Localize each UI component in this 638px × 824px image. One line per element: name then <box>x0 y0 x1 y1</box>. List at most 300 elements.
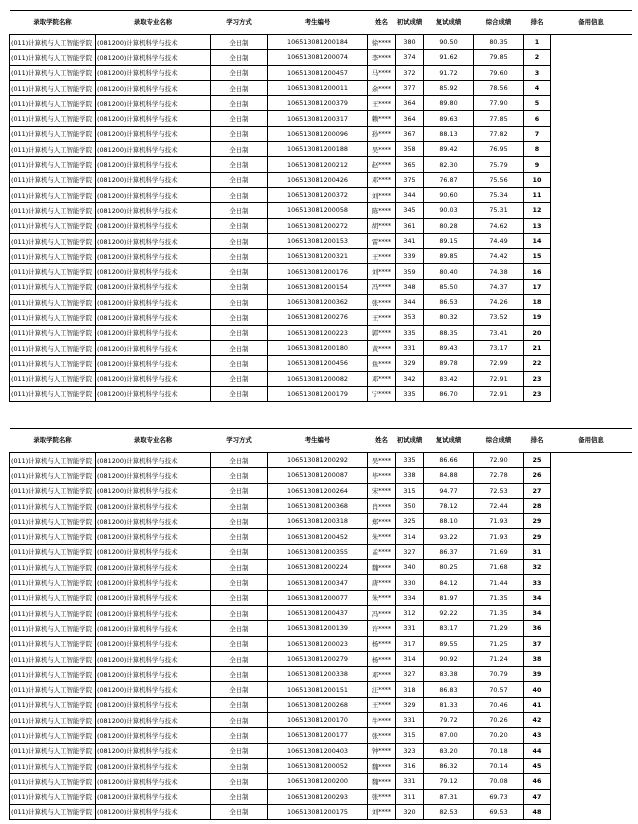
major-cell: (081200)计算机科学与技术 <box>96 264 211 279</box>
table-row <box>10 80 632 95</box>
name-cell: 吴**** <box>368 142 396 157</box>
prelim-cell: 359 <box>396 264 424 279</box>
major-cell: (081200)计算机科学与技术 <box>96 453 211 468</box>
name-cell: 钟**** <box>368 743 396 758</box>
table-header-row <box>10 429 632 453</box>
remark-cell <box>551 187 632 202</box>
remark-cell <box>551 789 632 804</box>
mode-cell: 全日制 <box>211 743 268 758</box>
exam-no-cell: 106513081200179 <box>268 386 368 401</box>
table-row <box>10 142 632 157</box>
mode-cell: 全日制 <box>211 498 268 513</box>
table-row <box>10 203 632 218</box>
total-cell: 69.73 <box>474 789 524 804</box>
remark-cell <box>551 743 632 758</box>
prelim-cell: 377 <box>396 80 424 95</box>
retest-cell: 89.80 <box>424 96 474 111</box>
mode-cell: 全日制 <box>211 697 268 712</box>
total-cell: 70.26 <box>474 713 524 728</box>
name-cell: 刘**** <box>368 187 396 202</box>
college-cell: (011)计算机与人工智能学院 <box>10 728 96 743</box>
remark-cell <box>551 651 632 666</box>
prelim-cell: 340 <box>396 560 424 575</box>
college-cell: (011)计算机与人工智能学院 <box>10 483 96 498</box>
header-retest: 复试成绩 <box>424 11 474 35</box>
header-name: 姓名 <box>368 429 396 453</box>
name-cell: 杨**** <box>368 651 396 666</box>
exam-no-cell: 106513081200180 <box>268 340 368 355</box>
major-cell: (081200)计算机科学与技术 <box>96 65 211 80</box>
table-row <box>10 157 632 172</box>
rank-cell: 3 <box>524 65 551 80</box>
table-row <box>10 111 632 126</box>
major-cell: (081200)计算机科学与技术 <box>96 279 211 294</box>
exam-no-cell: 106513081200347 <box>268 575 368 590</box>
table-row <box>10 249 632 264</box>
exam-no-cell: 106513081200293 <box>268 789 368 804</box>
rank-cell: 45 <box>524 758 551 773</box>
major-cell: (081200)计算机科学与技术 <box>96 529 211 544</box>
rank-cell: 40 <box>524 682 551 697</box>
retest-cell: 80.40 <box>424 264 474 279</box>
remark-cell <box>551 96 632 111</box>
table-row <box>10 789 632 804</box>
mode-cell: 全日制 <box>211 713 268 728</box>
total-cell: 75.79 <box>474 157 524 172</box>
college-cell: (011)计算机与人工智能学院 <box>10 203 96 218</box>
mode-cell: 全日制 <box>211 453 268 468</box>
prelim-cell: 348 <box>396 279 424 294</box>
remark-cell <box>551 340 632 355</box>
total-cell: 70.18 <box>474 743 524 758</box>
mode-cell: 全日制 <box>211 50 268 65</box>
table-row <box>10 575 632 590</box>
major-cell: (081200)计算机科学与技术 <box>96 605 211 620</box>
name-cell: 李**** <box>368 50 396 65</box>
table-row <box>10 621 632 636</box>
table-row <box>10 356 632 371</box>
college-cell: (011)计算机与人工智能学院 <box>10 279 96 294</box>
prelim-cell: 331 <box>396 774 424 789</box>
table-row <box>10 65 632 80</box>
rank-cell: 44 <box>524 743 551 758</box>
college-cell: (011)计算机与人工智能学院 <box>10 80 96 95</box>
major-cell: (081200)计算机科学与技术 <box>96 651 211 666</box>
rank-cell: 25 <box>524 453 551 468</box>
college-cell: (011)计算机与人工智能学院 <box>10 575 96 590</box>
name-cell: 吴**** <box>368 453 396 468</box>
rank-cell: 29 <box>524 529 551 544</box>
name-cell: 王**** <box>368 697 396 712</box>
exam-no-cell: 106513081200224 <box>268 560 368 575</box>
mode-cell: 全日制 <box>211 325 268 340</box>
college-cell: (011)计算机与人工智能学院 <box>10 340 96 355</box>
prelim-cell: 367 <box>396 126 424 141</box>
remark-cell <box>551 697 632 712</box>
rank-cell: 38 <box>524 651 551 666</box>
major-cell: (081200)计算机科学与技术 <box>96 774 211 789</box>
major-cell: (081200)计算机科学与技术 <box>96 575 211 590</box>
major-cell: (081200)计算机科学与技术 <box>96 371 211 386</box>
college-cell: (011)计算机与人工智能学院 <box>10 544 96 559</box>
prelim-cell: 320 <box>396 804 424 819</box>
name-cell: 冯**** <box>368 605 396 620</box>
rank-cell: 19 <box>524 310 551 325</box>
prelim-cell: 327 <box>396 544 424 559</box>
name-cell: 宋**** <box>368 483 396 498</box>
table-row <box>10 310 632 325</box>
table-row <box>10 560 632 575</box>
retest-cell: 86.37 <box>424 544 474 559</box>
total-cell: 70.46 <box>474 697 524 712</box>
name-cell: 张**** <box>368 295 396 310</box>
rank-cell: 6 <box>524 111 551 126</box>
retest-cell: 81.33 <box>424 697 474 712</box>
prelim-cell: 314 <box>396 529 424 544</box>
total-cell: 71.68 <box>474 560 524 575</box>
remark-cell <box>551 774 632 789</box>
college-cell: (011)计算机与人工智能学院 <box>10 621 96 636</box>
exam-no-cell: 106513081200355 <box>268 544 368 559</box>
prelim-cell: 345 <box>396 203 424 218</box>
mode-cell: 全日制 <box>211 386 268 401</box>
rank-cell: 21 <box>524 340 551 355</box>
rank-cell: 28 <box>524 498 551 513</box>
rank-cell: 42 <box>524 713 551 728</box>
exam-no-cell: 106513081200318 <box>268 514 368 529</box>
retest-cell: 83.38 <box>424 667 474 682</box>
major-cell: (081200)计算机科学与技术 <box>96 111 211 126</box>
college-cell: (011)计算机与人工智能学院 <box>10 35 96 50</box>
table-row <box>10 728 632 743</box>
rank-cell: 43 <box>524 728 551 743</box>
exam-no-cell: 106513081200212 <box>268 157 368 172</box>
header-remark: 备用信息 <box>551 11 632 35</box>
college-cell: (011)计算机与人工智能学院 <box>10 65 96 80</box>
table-row <box>10 340 632 355</box>
rank-cell: 11 <box>524 187 551 202</box>
mode-cell: 全日制 <box>211 560 268 575</box>
exam-no-cell: 106513081200403 <box>268 743 368 758</box>
exam-no-cell: 106513081200279 <box>268 651 368 666</box>
mode-cell: 全日制 <box>211 667 268 682</box>
remark-cell <box>551 483 632 498</box>
major-cell: (081200)计算机科学与技术 <box>96 743 211 758</box>
prelim-cell: 329 <box>396 697 424 712</box>
rank-cell: 15 <box>524 249 551 264</box>
total-cell: 71.25 <box>474 636 524 651</box>
exam-no-cell: 106513081200153 <box>268 233 368 248</box>
exam-no-cell: 106513081200321 <box>268 249 368 264</box>
table-row <box>10 590 632 605</box>
table-row <box>10 187 632 202</box>
table-row <box>10 529 632 544</box>
retest-cell: 86.32 <box>424 758 474 773</box>
college-cell: (011)计算机与人工智能学院 <box>10 310 96 325</box>
rank-cell: 27 <box>524 483 551 498</box>
exam-no-cell: 106513081200317 <box>268 111 368 126</box>
total-cell: 78.56 <box>474 80 524 95</box>
total-cell: 80.35 <box>474 35 524 50</box>
prelim-cell: 335 <box>396 325 424 340</box>
prelim-cell: 317 <box>396 636 424 651</box>
major-cell: (081200)计算机科学与技术 <box>96 804 211 819</box>
college-cell: (011)计算机与人工智能学院 <box>10 233 96 248</box>
retest-cell: 80.32 <box>424 310 474 325</box>
college-cell: (011)计算机与人工智能学院 <box>10 249 96 264</box>
total-cell: 71.93 <box>474 514 524 529</box>
rank-cell: 10 <box>524 172 551 187</box>
retest-cell: 89.15 <box>424 233 474 248</box>
major-cell: (081200)计算机科学与技术 <box>96 544 211 559</box>
total-cell: 74.42 <box>474 249 524 264</box>
exam-no-cell: 106513081200011 <box>268 80 368 95</box>
name-cell: 宁**** <box>368 386 396 401</box>
table-row <box>10 514 632 529</box>
prelim-cell: 334 <box>396 590 424 605</box>
major-cell: (081200)计算机科学与技术 <box>96 249 211 264</box>
retest-cell: 84.88 <box>424 468 474 483</box>
total-cell: 74.37 <box>474 279 524 294</box>
prelim-cell: 327 <box>396 667 424 682</box>
mode-cell: 全日制 <box>211 356 268 371</box>
retest-cell: 94.77 <box>424 483 474 498</box>
prelim-cell: 335 <box>396 386 424 401</box>
retest-cell: 90.92 <box>424 651 474 666</box>
retest-cell: 90.50 <box>424 35 474 50</box>
exam-no-cell: 106513081200292 <box>268 453 368 468</box>
rank-cell: 22 <box>524 356 551 371</box>
remark-cell <box>551 386 632 401</box>
prelim-cell: 329 <box>396 356 424 371</box>
remark-cell <box>551 264 632 279</box>
retest-cell: 89.55 <box>424 636 474 651</box>
exam-no-cell: 106513081200058 <box>268 203 368 218</box>
college-cell: (011)计算机与人工智能学院 <box>10 111 96 126</box>
name-cell: 许**** <box>368 621 396 636</box>
remark-cell <box>551 295 632 310</box>
major-cell: (081200)计算机科学与技术 <box>96 218 211 233</box>
major-cell: (081200)计算机科学与技术 <box>96 126 211 141</box>
mode-cell: 全日制 <box>211 636 268 651</box>
mode-cell: 全日制 <box>211 111 268 126</box>
rank-cell: 34 <box>524 590 551 605</box>
name-cell: 马**** <box>368 65 396 80</box>
exam-no-cell: 106513081200452 <box>268 529 368 544</box>
college-cell: (011)计算机与人工智能学院 <box>10 529 96 544</box>
prelim-cell: 315 <box>396 483 424 498</box>
total-cell: 74.49 <box>474 233 524 248</box>
major-cell: (081200)计算机科学与技术 <box>96 498 211 513</box>
header-exam-no: 考生编号 <box>268 429 368 453</box>
rank-cell: 4 <box>524 80 551 95</box>
name-cell: 黄**** <box>368 340 396 355</box>
remark-cell <box>551 758 632 773</box>
major-cell: (081200)计算机科学与技术 <box>96 157 211 172</box>
prelim-cell: 361 <box>396 218 424 233</box>
retest-cell: 76.87 <box>424 172 474 187</box>
prelim-cell: 315 <box>396 728 424 743</box>
rank-cell: 2 <box>524 50 551 65</box>
prelim-cell: 323 <box>396 743 424 758</box>
retest-cell: 87.00 <box>424 728 474 743</box>
name-cell: 魏**** <box>368 758 396 773</box>
table-row <box>10 264 632 279</box>
college-cell: (011)计算机与人工智能学院 <box>10 560 96 575</box>
college-cell: (011)计算机与人工智能学院 <box>10 157 96 172</box>
total-cell: 79.60 <box>474 65 524 80</box>
remark-cell <box>551 142 632 157</box>
major-cell: (081200)计算机科学与技术 <box>96 483 211 498</box>
exam-no-cell: 106513081200087 <box>268 468 368 483</box>
rank-cell: 33 <box>524 575 551 590</box>
rank-cell: 41 <box>524 697 551 712</box>
name-cell: 雷**** <box>368 233 396 248</box>
name-cell: 孙**** <box>368 126 396 141</box>
rank-cell: 9 <box>524 157 551 172</box>
total-cell: 77.85 <box>474 111 524 126</box>
retest-cell: 89.85 <box>424 249 474 264</box>
name-cell: 赵**** <box>368 157 396 172</box>
remark-cell <box>551 50 632 65</box>
rank-cell: 23 <box>524 386 551 401</box>
mode-cell: 全日制 <box>211 651 268 666</box>
table-row <box>10 483 632 498</box>
mode-cell: 全日制 <box>211 279 268 294</box>
mode-cell: 全日制 <box>211 35 268 50</box>
table-row <box>10 295 632 310</box>
major-cell: (081200)计算机科学与技术 <box>96 667 211 682</box>
prelim-cell: 314 <box>396 651 424 666</box>
retest-cell: 85.50 <box>424 279 474 294</box>
prelim-cell: 331 <box>396 621 424 636</box>
name-cell: 牛**** <box>368 713 396 728</box>
college-cell: (011)计算机与人工智能学院 <box>10 142 96 157</box>
remark-cell <box>551 605 632 620</box>
major-cell: (081200)计算机科学与技术 <box>96 728 211 743</box>
prelim-cell: 331 <box>396 713 424 728</box>
prelim-cell: 318 <box>396 682 424 697</box>
retest-cell: 83.20 <box>424 743 474 758</box>
major-cell: (081200)计算机科学与技术 <box>96 590 211 605</box>
prelim-cell: 372 <box>396 65 424 80</box>
total-cell: 72.44 <box>474 498 524 513</box>
college-cell: (011)计算机与人工智能学院 <box>10 713 96 728</box>
exam-no-cell: 106513081200272 <box>268 218 368 233</box>
header-total: 综合成绩 <box>474 429 524 453</box>
college-cell: (011)计算机与人工智能学院 <box>10 325 96 340</box>
prelim-cell: 338 <box>396 468 424 483</box>
rank-cell: 34 <box>524 605 551 620</box>
college-cell: (011)计算机与人工智能学院 <box>10 356 96 371</box>
retest-cell: 86.53 <box>424 295 474 310</box>
table-row <box>10 233 632 248</box>
major-cell: (081200)计算机科学与技术 <box>96 295 211 310</box>
remark-cell <box>551 279 632 294</box>
admission-table-1 <box>9 10 632 402</box>
total-cell: 70.79 <box>474 667 524 682</box>
major-cell: (081200)计算机科学与技术 <box>96 233 211 248</box>
total-cell: 72.53 <box>474 483 524 498</box>
name-cell: 胡**** <box>368 218 396 233</box>
rank-cell: 46 <box>524 774 551 789</box>
remark-cell <box>551 728 632 743</box>
total-cell: 70.57 <box>474 682 524 697</box>
total-cell: 72.78 <box>474 468 524 483</box>
retest-cell: 79.72 <box>424 713 474 728</box>
mode-cell: 全日制 <box>211 264 268 279</box>
header-mode: 学习方式 <box>211 11 268 35</box>
college-cell: (011)计算机与人工智能学院 <box>10 96 96 111</box>
header-college: 录取学院名称 <box>10 11 96 35</box>
name-cell: 张**** <box>368 789 396 804</box>
remark-cell <box>551 621 632 636</box>
major-cell: (081200)计算机科学与技术 <box>96 80 211 95</box>
total-cell: 69.53 <box>474 804 524 819</box>
table-row <box>10 468 632 483</box>
major-cell: (081200)计算机科学与技术 <box>96 621 211 636</box>
retest-cell: 91.72 <box>424 65 474 80</box>
header-remark: 备用信息 <box>551 429 632 453</box>
college-cell: (011)计算机与人工智能学院 <box>10 386 96 401</box>
major-cell: (081200)计算机科学与技术 <box>96 310 211 325</box>
name-cell: 唐**** <box>368 575 396 590</box>
mode-cell: 全日制 <box>211 371 268 386</box>
table-row <box>10 804 632 819</box>
prelim-cell: 353 <box>396 310 424 325</box>
retest-cell: 79.12 <box>424 774 474 789</box>
table-row <box>10 218 632 233</box>
retest-cell: 78.12 <box>424 498 474 513</box>
retest-cell: 87.31 <box>424 789 474 804</box>
total-cell: 77.82 <box>474 126 524 141</box>
prelim-cell: 341 <box>396 233 424 248</box>
retest-cell: 93.22 <box>424 529 474 544</box>
total-cell: 76.95 <box>474 142 524 157</box>
table-row <box>10 544 632 559</box>
header-mode: 学习方式 <box>211 429 268 453</box>
mode-cell: 全日制 <box>211 157 268 172</box>
college-cell: (011)计算机与人工智能学院 <box>10 605 96 620</box>
prelim-cell: 330 <box>396 575 424 590</box>
exam-no-cell: 106513081200426 <box>268 172 368 187</box>
table-row <box>10 774 632 789</box>
mode-cell: 全日制 <box>211 126 268 141</box>
total-cell: 70.08 <box>474 774 524 789</box>
remark-cell <box>551 35 632 50</box>
header-prelim: 初试成绩 <box>396 11 424 35</box>
exam-no-cell: 106513081200139 <box>268 621 368 636</box>
rank-cell: 13 <box>524 218 551 233</box>
table-row <box>10 651 632 666</box>
name-cell: 魏**** <box>368 774 396 789</box>
name-cell: 陈**** <box>368 203 396 218</box>
major-cell: (081200)计算机科学与技术 <box>96 356 211 371</box>
name-cell: 王**** <box>368 96 396 111</box>
retest-cell: 88.13 <box>424 126 474 141</box>
prelim-cell: 365 <box>396 157 424 172</box>
mode-cell: 全日制 <box>211 728 268 743</box>
table-row <box>10 605 632 620</box>
remark-cell <box>551 111 632 126</box>
retest-cell: 80.28 <box>424 218 474 233</box>
prelim-cell: 364 <box>396 111 424 126</box>
college-cell: (011)计算机与人工智能学院 <box>10 514 96 529</box>
rank-cell: 8 <box>524 142 551 157</box>
total-cell: 72.91 <box>474 371 524 386</box>
name-cell: 毕**** <box>368 468 396 483</box>
college-cell: (011)计算机与人工智能学院 <box>10 218 96 233</box>
